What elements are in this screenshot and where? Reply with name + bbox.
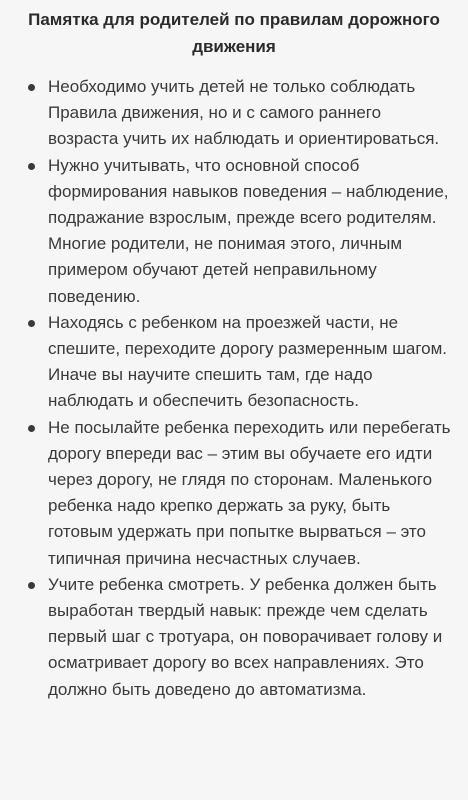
list-item (48, 74, 456, 153)
list-item (48, 310, 456, 415)
memo-list (0, 74, 468, 703)
list-item (48, 153, 456, 310)
list-item-text: Не посылайте ребенка переходить или перебегать дорогу впереди вас – этим вы обучаете его идти через дорогу, не глядя по сторонам. Маленького ребенка надо крепко держать за руку, быть готовым удержать при попытке вырваться – это типичная причина несчастных случаев. (48, 417, 451, 568)
page-title: Памятка для родителей по правилам дорожного движения (28, 10, 440, 56)
list-item (48, 572, 456, 703)
list-item-text: Находясь с ребенком на проезжей части, не спешите, переходите дорогу размеренным шагом. Иначе вы научите спешить там, где надо наблюдать и обеспечить безопасность. (48, 312, 448, 411)
list-item-text: Нужно учитывать, что основной способ формирования навыков поведения – наблюдение, подражание взрослым, прежде всего родителям. Многие родители, не понимая этого, личным примером обучают детей неправильному поведению. (48, 155, 449, 306)
bullet-icon (28, 425, 35, 432)
list-item-text: Учите ребенка смотреть. У ребенка должен быть выработан твердый навык: прежде чем сделать первый шаг с тротуара, он поворачивает голову и осматривает дорогу во всех направлениях. Это должно быть доведено до автоматизма. (48, 574, 443, 699)
bullet-icon (28, 84, 35, 91)
bullet-icon (28, 320, 35, 327)
bullet-icon (28, 582, 35, 589)
list-item (48, 415, 456, 572)
bullet-icon (28, 163, 35, 170)
list-item-text: Необходимо учить детей не только соблюдать Правила движения, но и с самого раннего возраста учить их наблюдать и ориентироваться. (48, 77, 440, 149)
